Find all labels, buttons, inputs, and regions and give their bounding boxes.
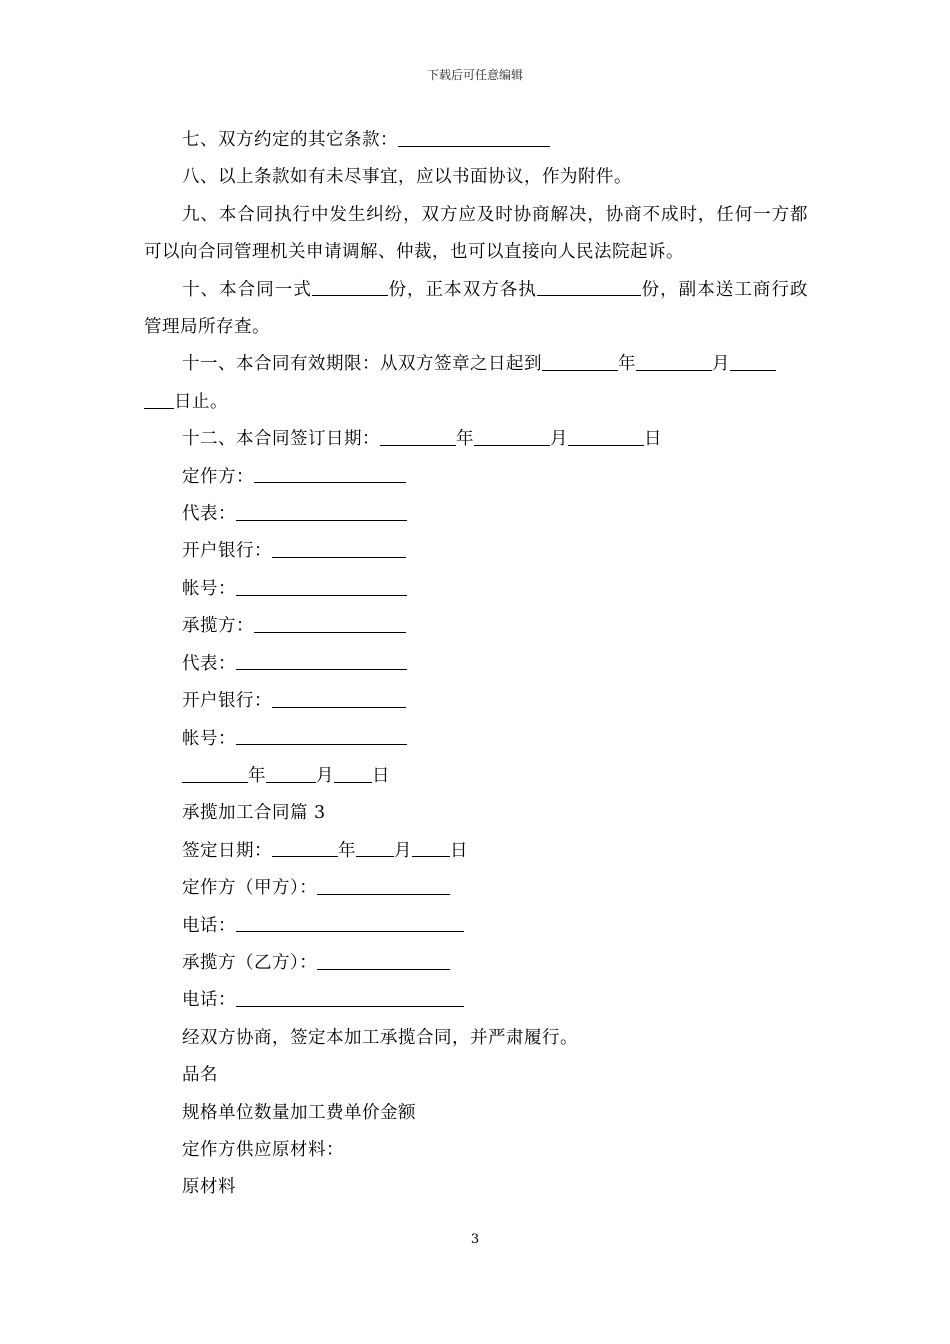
blank-line <box>537 275 641 296</box>
blank-line <box>236 575 407 596</box>
clause-12-year: 年 <box>456 429 474 450</box>
date-day: 日 <box>372 765 390 786</box>
field-label: 帐号： <box>182 578 236 599</box>
clause-8: 八、以上条款如有未尽事宜，应以书面协议，作为附件。 <box>182 167 632 188</box>
blank-line <box>568 425 644 446</box>
field-party-a <box>144 459 808 496</box>
field-bank-2 <box>144 683 808 720</box>
field-party-a2 <box>144 870 808 907</box>
blank-line <box>312 275 388 296</box>
blank-line <box>380 425 456 446</box>
field-rep-1 <box>144 496 808 533</box>
item-columns: 规格单位数量加工费单价金额 <box>182 1102 416 1123</box>
page-header: 下载后可任意编辑 <box>426 68 523 82</box>
clause-10-text-b: 份，正本双方各执 <box>387 279 537 300</box>
material-supply: 定作方供应原材料： <box>182 1139 344 1160</box>
clause-11-day: 日止。 <box>174 391 228 412</box>
clause-9: 九、本合同执行中发生纠纷，双方应及时协商解决，协商不成时，任何一方都可以向合同管理机关申请调解、仲裁，也可以直接向人民法院起诉。 <box>144 204 808 263</box>
field-party-b <box>144 608 808 645</box>
blank-line <box>254 462 406 483</box>
blank-line <box>474 425 550 446</box>
field-tel-1 <box>144 908 808 945</box>
field-label: 签定日期： <box>182 840 272 861</box>
clause-10-text-a: 十、本合同一式 <box>182 279 312 300</box>
blank-line <box>317 949 450 970</box>
blank-line <box>317 874 450 895</box>
blank-line <box>236 724 407 745</box>
field-label: 定作方（甲方）： <box>182 878 318 899</box>
field-tel-2 <box>144 982 808 1019</box>
blank-line <box>542 350 618 371</box>
blank-line <box>254 612 406 633</box>
blank-line <box>730 350 776 371</box>
blank-line <box>266 762 316 783</box>
blank-line <box>236 911 464 932</box>
blank-line <box>144 387 174 408</box>
date-year: 年 <box>338 840 356 861</box>
field-party-b2 <box>144 945 808 982</box>
blank-line <box>356 836 394 857</box>
clause-12-text: 十二、本合同签订日期： <box>182 429 380 450</box>
clause-12-day: 日 <box>644 429 662 450</box>
blank-line <box>236 649 407 670</box>
field-label: 代表： <box>182 504 236 525</box>
field-account-2 <box>144 721 808 758</box>
field-label: 开户银行： <box>182 691 272 712</box>
page-number: 3 <box>470 1232 480 1247</box>
date-year: 年 <box>248 765 266 786</box>
clause-11-month: 月 <box>712 354 730 375</box>
clause-7 <box>144 122 808 159</box>
field-rep-2 <box>144 646 808 683</box>
signature-date <box>144 758 808 795</box>
clause-12 <box>144 421 808 458</box>
field-label: 承揽方（乙方）： <box>182 952 318 973</box>
blank-line <box>412 836 450 857</box>
field-label: 开户银行： <box>182 541 272 562</box>
field-bank-1 <box>144 533 808 570</box>
field-label: 电话： <box>182 915 236 936</box>
blank-line <box>182 762 248 783</box>
field-label: 帐号： <box>182 728 236 749</box>
section-title: 承揽加工合同篇 3 <box>182 803 326 824</box>
clause-10-text-c: 份，副本送工商行政管理局所存查。 <box>144 279 809 338</box>
blank-line <box>398 126 550 147</box>
field-label: 电话： <box>182 990 236 1011</box>
blank-line <box>236 500 407 521</box>
field-account-1 <box>144 571 808 608</box>
blank-line <box>236 986 464 1007</box>
blank-line <box>636 350 712 371</box>
clause-10 <box>144 272 808 347</box>
field-label: 代表： <box>182 653 236 674</box>
date-day: 日 <box>450 840 468 861</box>
clause-11-text-a: 十一、本合同有效期限：从双方签章之日起到 <box>182 354 542 375</box>
clause-11-year: 年 <box>618 354 636 375</box>
clause-7-text: 七、双方约定的其它条款： <box>182 130 398 150</box>
field-sign-date <box>144 833 808 870</box>
field-label: 定作方： <box>182 466 254 487</box>
clause-11 <box>144 346 808 421</box>
document-body <box>144 122 808 1207</box>
date-month: 月 <box>316 765 334 786</box>
blank-line <box>272 687 406 708</box>
clause-12-month: 月 <box>550 429 568 450</box>
blank-line <box>272 537 406 558</box>
agreement-text: 经双方协商，签定本加工承揽合同，并严肃履行。 <box>182 1027 578 1048</box>
item-name: 品名 <box>182 1065 218 1086</box>
raw-material: 原材料 <box>182 1177 236 1198</box>
blank-line <box>334 762 372 783</box>
blank-line <box>272 836 338 857</box>
field-label: 承揽方： <box>182 616 254 637</box>
date-month: 月 <box>394 840 412 861</box>
